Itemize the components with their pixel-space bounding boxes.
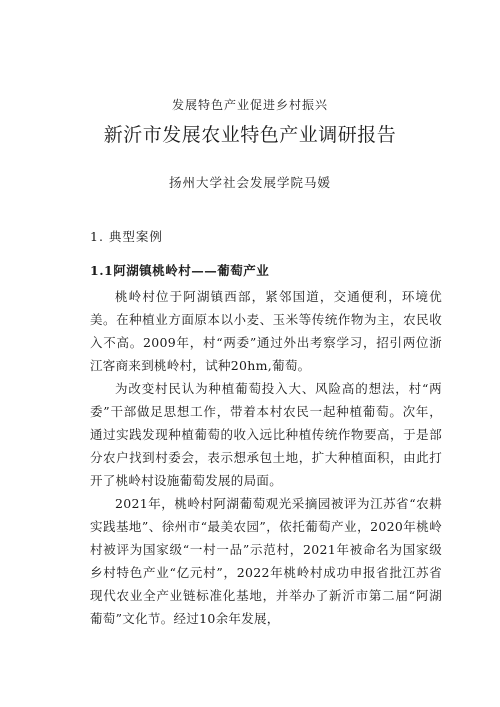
body-paragraph: 桃岭村位于阿湖镇西部，紧邻国道，交通便利，环境优美。在种植业方面原本以小麦、玉米等传统作物为主，农民收入不高。2009年，村“两委”通过外出考察学习，招引两位浙江客商来到桃岭村，试种20hm,葡萄。	[90, 289, 442, 373]
subsection-heading: 1.1阿湖镇桃岭村——葡萄产业	[90, 263, 270, 278]
body-paragraph: 为改变村民认为种植葡萄投入大、风险高的想法，村“两委”干部做足思想工作，带着本村农民一起种植葡萄。次年，通过实践发现种植葡萄的收入远比种植传统作物要高，于是部分农户找到村委会，表示想承包土地，扩大种植面积，由此打开了桃岭村设施葡萄发展的局面。	[90, 381, 442, 488]
document-subtitle: 发展特色产业促进乡村振兴	[171, 98, 328, 112]
section-heading: 1. 典型案例	[90, 229, 163, 244]
body-paragraph: 2021年，桃岭村阿湖葡萄观光采摘园被评为江苏省“农耕实践基地”、徐州市“最美农园”，依托葡萄产业，2020年桃岭村被评为国家级“一村一品”示范村，2021年被命名为国家级乡村特色产业“亿元村”，2022年桃岭村成功申报省批江苏省现代农业全产业链标准化基地，并举办了新沂市第二届“阿湖葡萄”文化节。经过10余年发展，	[90, 496, 442, 626]
document-title: 新沂市发展农业特色产业调研报告	[103, 124, 397, 146]
document-author: 扬州大学社会发展学院马媛	[168, 175, 331, 190]
